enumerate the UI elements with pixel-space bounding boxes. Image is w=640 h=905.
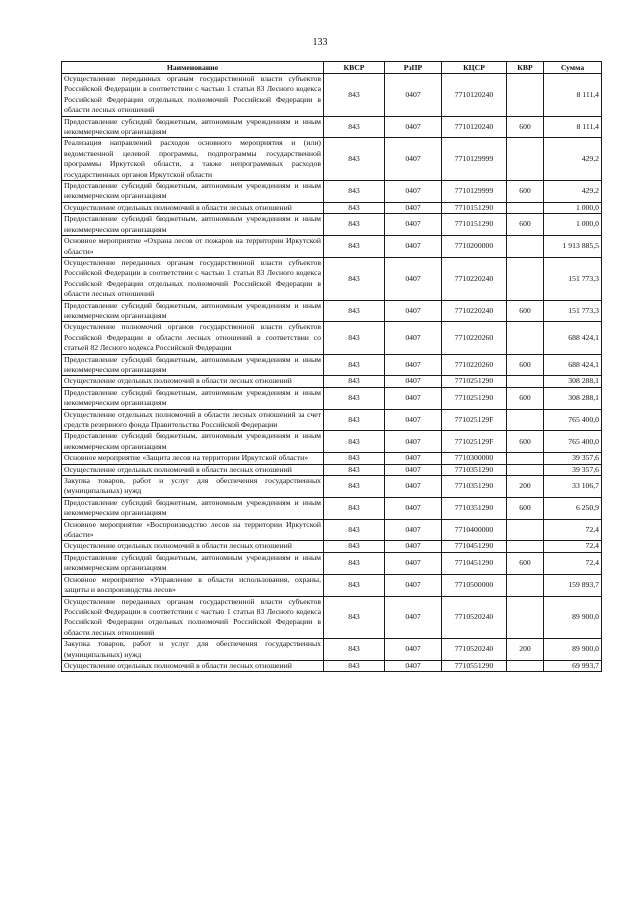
cell-name: Основное мероприятие «Управление в области использования, охраны, защиты и воспроизводства лесов» [62,574,324,596]
cell-sum: 69 993,7 [544,660,602,671]
cell-rzpr: 0407 [385,519,442,541]
cell-kvsr: 843 [324,376,385,387]
cell-rzpr: 0407 [385,181,442,203]
cell-kvr [507,202,544,213]
table-row [62,236,602,258]
cell-name: Основное мероприятие «Охрана лесов от пожаров на территории Иркутской области» [62,236,324,258]
table-row [62,387,602,409]
cell-kvsr: 843 [324,202,385,213]
table-row [62,596,602,639]
cell-kcsr: 7710400000 [442,519,507,541]
header-kvr: КВР [507,62,544,74]
cell-kcsr: 7710151290 [442,202,507,213]
cell-kvr [507,660,544,671]
cell-rzpr: 0407 [385,322,442,354]
cell-name: Предоставление субсидий бюджетным, автономным учреждениям и иным некоммерческим организациям [62,116,324,138]
cell-kvr [507,519,544,541]
cell-kvsr: 843 [324,541,385,552]
cell-kcsr: 7710551290 [442,660,507,671]
cell-name: Осуществление отдельных полномочий в области лесных отношений [62,660,324,671]
table-row [62,541,602,552]
cell-kvr [507,596,544,639]
cell-kvsr: 843 [324,464,385,475]
cell-rzpr: 0407 [385,202,442,213]
cell-rzpr: 0407 [385,354,442,376]
cell-name: Основное мероприятие «Защита лесов на территории Иркутской области» [62,453,324,464]
cell-rzpr: 0407 [385,236,442,258]
cell-name: Предоставление субсидий бюджетным, автономным учреждениям и иным некоммерческим организациям [62,300,324,322]
cell-kvr [507,453,544,464]
cell-kvr [507,541,544,552]
cell-sum: 429,2 [544,138,602,181]
cell-sum: 89 900,0 [544,639,602,661]
cell-kcsr: 7710451290 [442,541,507,552]
header-sum: Сумма [544,62,602,74]
cell-sum: 688 424,1 [544,354,602,376]
cell-rzpr: 0407 [385,453,442,464]
cell-sum: 765 400,0 [544,431,602,453]
cell-sum: 72,4 [544,552,602,574]
cell-kcsr: 7710220260 [442,354,507,376]
cell-kvsr: 843 [324,476,385,498]
cell-sum: 688 424,1 [544,322,602,354]
cell-kvsr: 843 [324,639,385,661]
table-row [62,574,602,596]
table-row [62,322,602,354]
cell-rzpr: 0407 [385,639,442,661]
cell-rzpr: 0407 [385,409,442,431]
table-row [62,453,602,464]
cell-name: Предоставление субсидий бюджетным, автономным учреждениям и иным некоммерческим организациям [62,387,324,409]
cell-sum: 89 900,0 [544,596,602,639]
table-row [62,464,602,475]
cell-kcsr: 7710520240 [442,596,507,639]
cell-kcsr: 7710351290 [442,464,507,475]
cell-sum: 151 773,3 [544,257,602,300]
budget-table [61,61,602,672]
table-row [62,409,602,431]
table-row [62,214,602,236]
cell-kvsr: 843 [324,74,385,117]
cell-sum: 6 250,9 [544,497,602,519]
cell-kvsr: 843 [324,497,385,519]
cell-rzpr: 0407 [385,257,442,300]
cell-sum: 8 111,4 [544,116,602,138]
table-row [62,376,602,387]
cell-kvr: 600 [507,387,544,409]
table-row [62,138,602,181]
table-row [62,300,602,322]
table-row [62,431,602,453]
cell-name: Реализация направлений расходов основного мероприятия и (или) ведомственной целевой программы, подпрограммы государственной программы Иркутской области, а также непрограммных расходов государственных органов Иркутской области [62,138,324,181]
cell-kcsr: 7710220240 [442,300,507,322]
cell-kvsr: 843 [324,138,385,181]
cell-name: Предоставление субсидий бюджетным, автономным учреждениям и иным некоммерческим организациям [62,354,324,376]
cell-kvr: 200 [507,639,544,661]
header-rzpr: РзПР [385,62,442,74]
cell-kcsr: 7710451290 [442,552,507,574]
cell-sum: 308 288,1 [544,376,602,387]
cell-kvsr: 843 [324,257,385,300]
cell-sum: 72,4 [544,541,602,552]
cell-rzpr: 0407 [385,497,442,519]
cell-name: Основное мероприятие «Воспроизводство лесов на территории Иркутской области» [62,519,324,541]
table-row [62,116,602,138]
cell-kvsr: 843 [324,660,385,671]
cell-kvr: 200 [507,476,544,498]
cell-kvr: 600 [507,214,544,236]
cell-kvr [507,574,544,596]
cell-kvsr: 843 [324,236,385,258]
cell-kcsr: 7710120240 [442,74,507,117]
table-row [62,497,602,519]
cell-name: Осуществление отдельных полномочий в области лесных отношений [62,202,324,213]
cell-kvr: 600 [507,181,544,203]
cell-kvr: 600 [507,354,544,376]
cell-kcsr: 7710500000 [442,574,507,596]
cell-sum: 33 106,7 [544,476,602,498]
cell-sum: 39 357,6 [544,453,602,464]
table-row [62,552,602,574]
header-kcsr: КЦСР [442,62,507,74]
cell-name: Предоставление субсидий бюджетным, автономным учреждениям и иным некоммерческим организациям [62,181,324,203]
cell-kvr [507,236,544,258]
cell-kvr: 600 [507,497,544,519]
cell-sum: 8 111,4 [544,74,602,117]
cell-rzpr: 0407 [385,214,442,236]
cell-kvr [507,257,544,300]
table-row [62,639,602,661]
cell-kcsr: 7710251290 [442,387,507,409]
cell-sum: 765 400,0 [544,409,602,431]
cell-kcsr: 7710200000 [442,236,507,258]
cell-sum: 1 913 885,5 [544,236,602,258]
cell-name: Закупка товаров, работ и услуг для обеспечения государственных (муниципальных) нужд [62,476,324,498]
cell-kcsr: 771025129F [442,409,507,431]
cell-rzpr: 0407 [385,476,442,498]
table-row [62,257,602,300]
table-row [62,354,602,376]
cell-kvsr: 843 [324,431,385,453]
cell-rzpr: 0407 [385,376,442,387]
cell-kvsr: 843 [324,574,385,596]
cell-name: Осуществление отдельных полномочий в области лесных отношений [62,541,324,552]
cell-rzpr: 0407 [385,541,442,552]
cell-sum: 39 357,6 [544,464,602,475]
cell-kcsr: 7710520240 [442,639,507,661]
cell-rzpr: 0407 [385,574,442,596]
table-row [62,181,602,203]
cell-kcsr: 7710251290 [442,376,507,387]
cell-kcsr: 7710120240 [442,116,507,138]
cell-kvsr: 843 [324,387,385,409]
table-row [62,202,602,213]
cell-name: Предоставление субсидий бюджетным, автономным учреждениям и иным некоммерческим организациям [62,497,324,519]
cell-sum: 159 893,7 [544,574,602,596]
cell-kvsr: 843 [324,453,385,464]
cell-kvr: 600 [507,431,544,453]
cell-rzpr: 0407 [385,552,442,574]
cell-sum: 308 288,1 [544,387,602,409]
cell-kcsr: 7710151290 [442,214,507,236]
cell-name: Осуществление переданных органам государственной власти субъектов Российской Федерации в соответствии с частью 1 статьи 83 Лесного кодекса Российской Федерации отдельных полномочий Российской Федерации в области лесных отношений [62,596,324,639]
cell-rzpr: 0407 [385,300,442,322]
cell-name: Осуществление переданных органам государственной власти субъектов Российской Федерации в соответствии с частью 1 статьи 83 Лесного кодекса Российской Федерации отдельных полномочий Российской Федерации в области лесных отношений [62,257,324,300]
cell-name: Предоставление субсидий бюджетным, автономным учреждениям и иным некоммерческим организациям [62,214,324,236]
cell-name: Осуществление полномочий органов государственной власти субъектов Российской Федерации в области лесных отношений в соответствии со статьей 82 Лесного кодекса Российской Федерации [62,322,324,354]
cell-sum: 72,4 [544,519,602,541]
cell-kvr [507,74,544,117]
cell-kcsr: 7710129999 [442,138,507,181]
cell-rzpr: 0407 [385,464,442,475]
cell-kcsr: 7710351290 [442,497,507,519]
cell-name: Осуществление переданных органам государственной власти субъектов Российской Федерации в соответствии с частью 1 статьи 83 Лесного кодекса Российской Федерации отдельных полномочий Российской Федерации в области лесных отношений [62,74,324,117]
cell-kvr [507,409,544,431]
table-row [62,519,602,541]
cell-kvr: 600 [507,116,544,138]
cell-kcsr: 7710129999 [442,181,507,203]
cell-name: Осуществление отдельных полномочий в области лесных отношений [62,376,324,387]
cell-rzpr: 0407 [385,74,442,117]
cell-rzpr: 0407 [385,431,442,453]
cell-kvsr: 843 [324,181,385,203]
cell-rzpr: 0407 [385,596,442,639]
table-row [62,476,602,498]
cell-kvsr: 843 [324,116,385,138]
cell-name: Осуществление отдельных полномочий в области лесных отношений за счет средств резервного фонда Правительства Российской Федерации [62,409,324,431]
cell-kvr: 600 [507,300,544,322]
cell-kvsr: 843 [324,300,385,322]
cell-kvsr: 843 [324,596,385,639]
cell-kcsr: 7710300000 [442,453,507,464]
header-name: Наименование [62,62,324,74]
cell-kvsr: 843 [324,322,385,354]
cell-sum: 1 000,0 [544,214,602,236]
cell-name: Закупка товаров, работ и услуг для обеспечения государственных (муниципальных) нужд [62,639,324,661]
cell-kcsr: 7710220240 [442,257,507,300]
cell-rzpr: 0407 [385,116,442,138]
cell-sum: 1 000,0 [544,202,602,213]
cell-kcsr: 7710351290 [442,476,507,498]
table-row [62,74,602,117]
cell-kvsr: 843 [324,214,385,236]
cell-rzpr: 0407 [385,138,442,181]
cell-name: Осуществление отдельных полномочий в области лесных отношений [62,464,324,475]
header-kvsr: КВСР [324,62,385,74]
cell-kvr [507,376,544,387]
cell-rzpr: 0407 [385,387,442,409]
cell-name: Предоставление субсидий бюджетным, автономным учреждениям и иным некоммерческим организациям [62,552,324,574]
cell-kvsr: 843 [324,552,385,574]
cell-sum: 151 773,3 [544,300,602,322]
page-number: 133 [312,37,328,48]
cell-kvsr: 843 [324,354,385,376]
cell-rzpr: 0407 [385,660,442,671]
cell-kvr [507,138,544,181]
table-row [62,660,602,671]
cell-kvsr: 843 [324,409,385,431]
table-header-row [62,62,602,74]
cell-kcsr: 771025129F [442,431,507,453]
cell-kvr [507,322,544,354]
cell-name: Предоставление субсидий бюджетным, автономным учреждениям и иным некоммерческим организациям [62,431,324,453]
cell-sum: 429,2 [544,181,602,203]
cell-kcsr: 7710220260 [442,322,507,354]
cell-kvr [507,464,544,475]
cell-kvsr: 843 [324,519,385,541]
cell-kvr: 600 [507,552,544,574]
